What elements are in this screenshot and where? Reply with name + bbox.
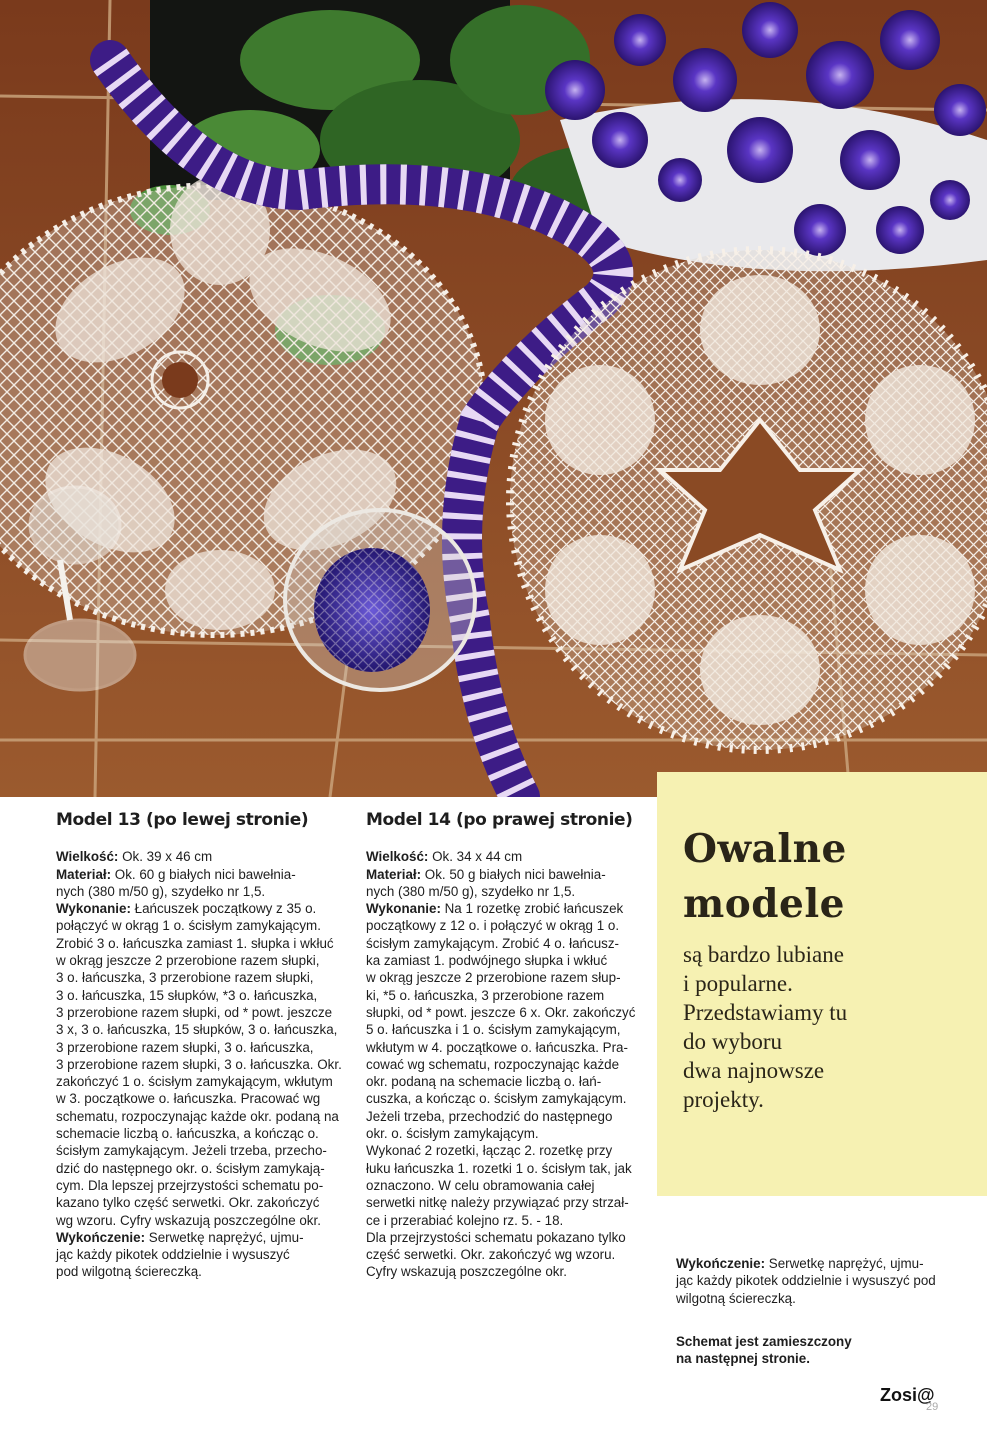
text-line: dzić do następnego okr. o. ścisłym zamykają- (56, 1160, 325, 1176)
schema-notice (676, 1333, 976, 1368)
text-line: początkowy z 12 o. i połączyć w okrąg 1 o. (366, 918, 620, 934)
material-label: Materiał: (56, 866, 112, 882)
finishing-label: Wykończenie: (676, 1256, 766, 1271)
text-line: jąc każdy pikotek oddzielnie i wysuszyć pod (676, 1273, 936, 1289)
text-line: Cyfry wskazują poszczególne okr. (366, 1264, 567, 1280)
text-line: nych (380 m/50 g), szydełko nr 1,5. (366, 883, 576, 899)
text-line: Wykonać 2 rozetki, łącząc 2. rozetkę przy (366, 1143, 613, 1159)
text-line: Na 1 rozetkę zrobić łańcuszek (440, 901, 624, 917)
text-line: łuku łańcuszka 1. rozetki 1 o. ścisłym tak, jak (366, 1160, 632, 1176)
model-14-body (366, 848, 651, 1280)
lead-line: są bardzo lubiane (683, 942, 844, 967)
text-line: Serwetkę naprężyć, ujmu- (145, 1229, 304, 1245)
signature: Zosi@ (880, 1385, 935, 1405)
finishing-label: Wykończenie: (56, 1229, 146, 1245)
model-13-column (56, 812, 346, 1281)
finishing-body (676, 1255, 976, 1307)
lead-text (683, 940, 847, 1114)
text-line: kazano tylko część serwetki. Okr. zakończyć (56, 1195, 320, 1211)
text-line: cuszka, a kończąc o. ścisłym zamykającym. (366, 1091, 627, 1107)
model-14-heading: Model 14 (po prawej stronie) (366, 810, 633, 830)
text-line: 3 o. łańcuszka, 3 przerobione razem słupki, (56, 970, 314, 986)
text-line: w okrąg jeszcze 2 przerobione razem słupki, (56, 953, 320, 969)
glass-bowl (285, 510, 475, 690)
text-line: wkłutym w 4. początkowe o. łańcuszka. Pra- (366, 1039, 628, 1055)
lead-line: projekty. (683, 1087, 764, 1112)
size-value: Ok. 39 x 46 cm (118, 849, 213, 865)
text-line: Ok. 60 g białych nici bawełnia- (111, 866, 296, 882)
text-line: ce i przerabiać kolejno rz. 5. - 18. (366, 1212, 564, 1228)
text-line: nych (380 m/50 g), szydełko nr 1,5. (56, 883, 266, 899)
text-line: oznaczono. W celu obramowania całej (366, 1177, 595, 1193)
text-line: ścisłym zamykającym. Zrobić 4 o. łańcusz- (366, 935, 619, 951)
text-line: okr. podaną na schemacie liczbą o. łań- (366, 1074, 602, 1090)
text-line: serwetki nitkę należy przywiązać przy strzał- (366, 1195, 629, 1211)
finishing-column (676, 1255, 976, 1367)
text-line: 3 przerobione razem słupki, od * powt. jeszcze (56, 1004, 333, 1020)
text-line: Jeżeli trzeba, przechodzić do następnego (366, 1108, 613, 1124)
headline-line: Owalne (683, 826, 847, 872)
text-line: cym. Dla lepszej przejrzystości schematu po- (56, 1177, 324, 1193)
text-line: Łańcuszek początkowy z 35 o. (130, 901, 317, 917)
model-14-column (366, 812, 651, 1281)
text-line: ki, *5 o. łańcuszka, 3 przerobione razem (366, 987, 605, 1003)
text-line: 3 przerobione razem słupki, 3 o. łańcuszka. Okr. (56, 1056, 342, 1072)
text-line: schemacie liczbą o. łańcuszka, a kończąc o. (56, 1126, 319, 1142)
text-line: jąc każdy pikotek oddzielnie i wysuszyć (56, 1247, 290, 1263)
notice-line: Schemat jest zamieszczony (676, 1333, 852, 1349)
size-value: Ok. 34 x 44 cm (428, 849, 523, 865)
text-line: połączyć w okrąg 1 o. ścisłym zamykającym. (56, 918, 321, 934)
text-line: Serwetkę naprężyć, ujmu- (765, 1256, 924, 1271)
right-doily (510, 250, 987, 750)
headline-line: modele (683, 881, 845, 927)
text-line: Zrobić 3 o. łańcuszka zamiast 1. słupka i wkłuć (56, 935, 334, 951)
text-line: Dla przejrzystości schematu pokazano tylko (366, 1229, 626, 1245)
text-line: część serwetki. Okr. zakończyć wg wzoru. (366, 1247, 616, 1263)
lead-line: dwa najnowsze (683, 1058, 825, 1083)
intro-box (657, 772, 987, 1196)
text-line: 3 przerobione razem słupki, 3 o. łańcuszka, (56, 1039, 314, 1055)
model-13-heading: Model 13 (po lewej stronie) (56, 810, 309, 830)
lead-line: do wyboru (683, 1029, 783, 1054)
text-line: 3 x, 3 o. łańcuszka, 15 słupków, 3 o. łańcuszka, (56, 1022, 338, 1038)
text-line: zakończyć 1 o. ścisłym zamykającym, wkłutym (56, 1074, 333, 1090)
text-line: okr. o. ścisłym zamykającym. (366, 1126, 539, 1142)
size-label: Wielkość: (56, 849, 119, 865)
notice-line: na następnej stronie. (676, 1351, 810, 1367)
lead-line: Przedstawiamy tu (683, 1000, 848, 1025)
headline (683, 822, 847, 932)
execution-label: Wykonanie: (56, 901, 131, 917)
text-line: wg wzoru. Cyfry wskazują poszczególne okr. (56, 1212, 321, 1228)
text-line: ka zamiast 1. podwójnego słupka i wkłuć (366, 953, 608, 969)
text-line: w 3. początkowe o. łańcuszka. Pracować wg (56, 1091, 321, 1107)
text-line: 3 o. łańcuszka, 15 słupków, *3 o. łańcuszka, (56, 987, 318, 1003)
text-line: 5 o. łańcuszka i 1 o. ścisłym zamykającym, (366, 1022, 621, 1038)
model-13-body (56, 848, 346, 1280)
page-number: 29 (926, 1401, 939, 1413)
text-line: ścisłym zamykającym. Jeżeli trzeba, przecho- (56, 1143, 327, 1159)
text-line: w okrąg jeszcze 2 przerobione razem słup- (366, 970, 621, 986)
text-line: pod wilgotną ściereczką. (56, 1264, 202, 1280)
text-line: cować wg schematu, rozpoczynając każde (366, 1056, 620, 1072)
text-line: Ok. 50 g białych nici bawełnia- (421, 866, 606, 882)
execution-label: Wykonanie: (366, 901, 441, 917)
lead-line: i popularne. (683, 971, 793, 996)
text-line: schematu, rozpoczynając każde okr. podaną na (56, 1108, 339, 1124)
size-label: Wielkość: (366, 849, 429, 865)
text-line: wilgotną ściereczką. (676, 1290, 796, 1306)
text-line: słupki, od * powt. jeszcze 6 x. Okr. zakończyć (366, 1004, 636, 1020)
material-label: Materiał: (366, 866, 422, 882)
